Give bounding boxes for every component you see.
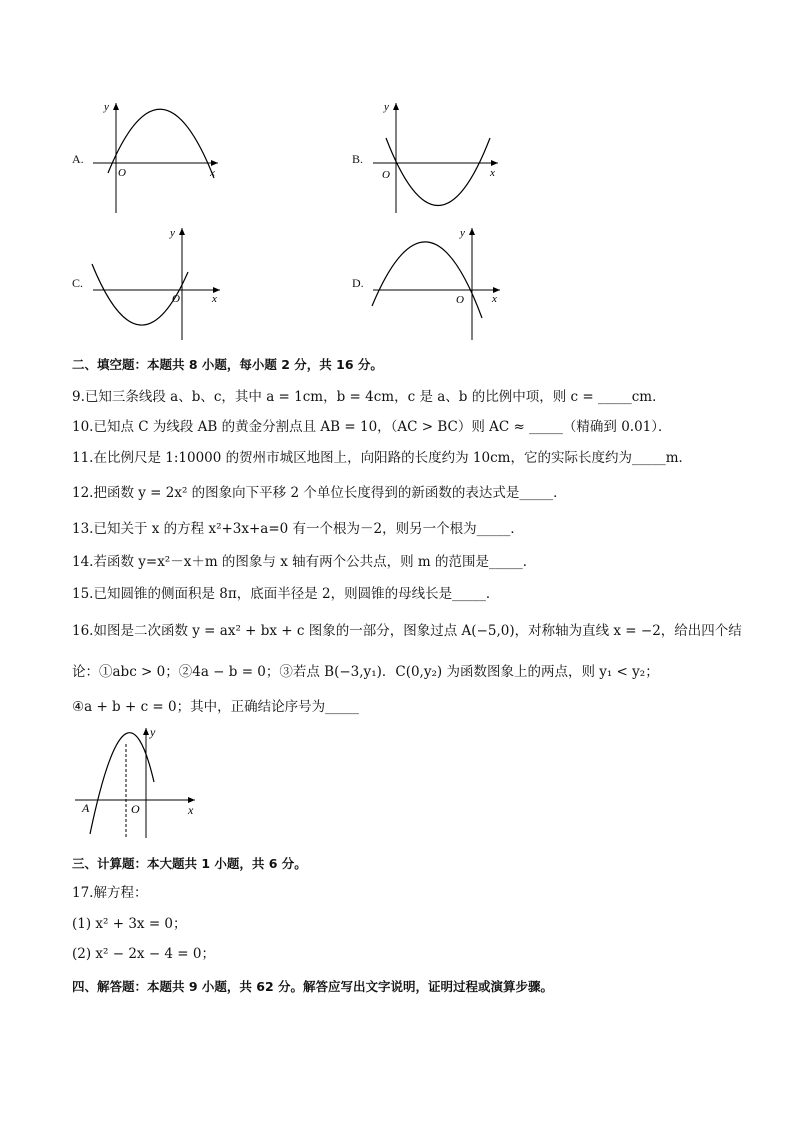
option-c-graph bbox=[88, 222, 228, 342]
x-axis-label: x bbox=[210, 167, 215, 179]
x-axis-label: x bbox=[490, 167, 495, 179]
question-16-line-2: 论：①abc > 0；②4a − b = 0；③若点 B(−3,y₁)．C(0,y₂) 为函数图象上的两点，则 y₁ < y₂； bbox=[72, 664, 659, 680]
option-d-graph bbox=[368, 222, 508, 342]
section-3-heading: 三、计算题：本大题共 1 小题，共 6 分。 bbox=[72, 856, 307, 871]
question-16-figure bbox=[70, 722, 210, 842]
question-14: 14.若函数 y=x²－x＋m 的图象与 x 轴有两个公共点，则 m 的范围是_____． bbox=[72, 554, 537, 570]
y-axis-label: y bbox=[150, 725, 156, 739]
question-17-part-1: (1) x² + 3x = 0； bbox=[72, 916, 187, 932]
section-2-heading: 二、填空题：本题共 8 小题，每小题 2 分，共 16 分。 bbox=[72, 357, 383, 372]
question-9: 9.已知三条线段 a、b、c，其中 a = 1cm，b = 4cm，c 是 a、b 的比例中项，则 c = _____cm． bbox=[72, 389, 666, 405]
y-axis-label: y bbox=[170, 227, 175, 239]
question-11: 11.在比例尺是 1:10000 的贺州市城区地图上，向阳路的长度约为 10cm，它的实际长度约为_____m． bbox=[72, 450, 693, 466]
option-c-label: C. bbox=[72, 276, 84, 290]
question-16-line-3: ④a + b + c = 0；其中，正确结论序号为_____ bbox=[72, 699, 359, 715]
point-a-label: A bbox=[82, 801, 90, 815]
question-17-title: 17.解方程： bbox=[72, 885, 148, 901]
option-a-graph bbox=[88, 98, 228, 218]
question-17-part-2: (2) x² − 2x − 4 = 0； bbox=[72, 946, 216, 962]
origin-label: O bbox=[118, 167, 126, 179]
section-4-heading: 四、解答题：本题共 9 小题，共 62 分。解答应写出文字说明，证明过程或演算步骤。 bbox=[72, 979, 554, 994]
y-axis-label: y bbox=[460, 227, 465, 239]
option-a-label: A. bbox=[72, 152, 84, 166]
option-b-label: B. bbox=[352, 152, 364, 166]
origin-label: O bbox=[456, 294, 464, 306]
x-axis-label: x bbox=[188, 803, 194, 817]
question-12: 12.把函数 y = 2x² 的图象向下平移 2 个单位长度得到的新函数的表达式是_____． bbox=[72, 485, 567, 501]
y-axis-label: y bbox=[384, 101, 389, 113]
question-10: 10.已知点 C 为线段 AB 的黄金分割点且 AB = 10，（AC > BC）则 AC ≈ _____（精确到 0.01）． bbox=[72, 419, 672, 435]
origin-label: O bbox=[172, 293, 180, 305]
origin-label: O bbox=[131, 802, 140, 816]
x-axis-label: x bbox=[212, 293, 217, 305]
question-13: 13.已知关于 x 的方程 x²+3x+a=0 有一个根为－2，则另一个根为_____． bbox=[72, 521, 524, 537]
question-15: 15.已知圆锥的侧面积是 8π，底面半径是 2，则圆锥的母线长是_____． bbox=[72, 586, 500, 602]
y-axis-label: y bbox=[104, 101, 109, 113]
origin-label: O bbox=[382, 169, 390, 181]
option-d-label: D. bbox=[352, 276, 364, 290]
question-16-line-1: 16.如图是二次函数 y = ax² + bx + c 图象的一部分，图象过点 A(−5,0)，对称轴为直线 x = −2，给出四个结 bbox=[72, 623, 742, 639]
x-axis-label: x bbox=[492, 293, 497, 305]
option-b-graph bbox=[368, 98, 508, 218]
